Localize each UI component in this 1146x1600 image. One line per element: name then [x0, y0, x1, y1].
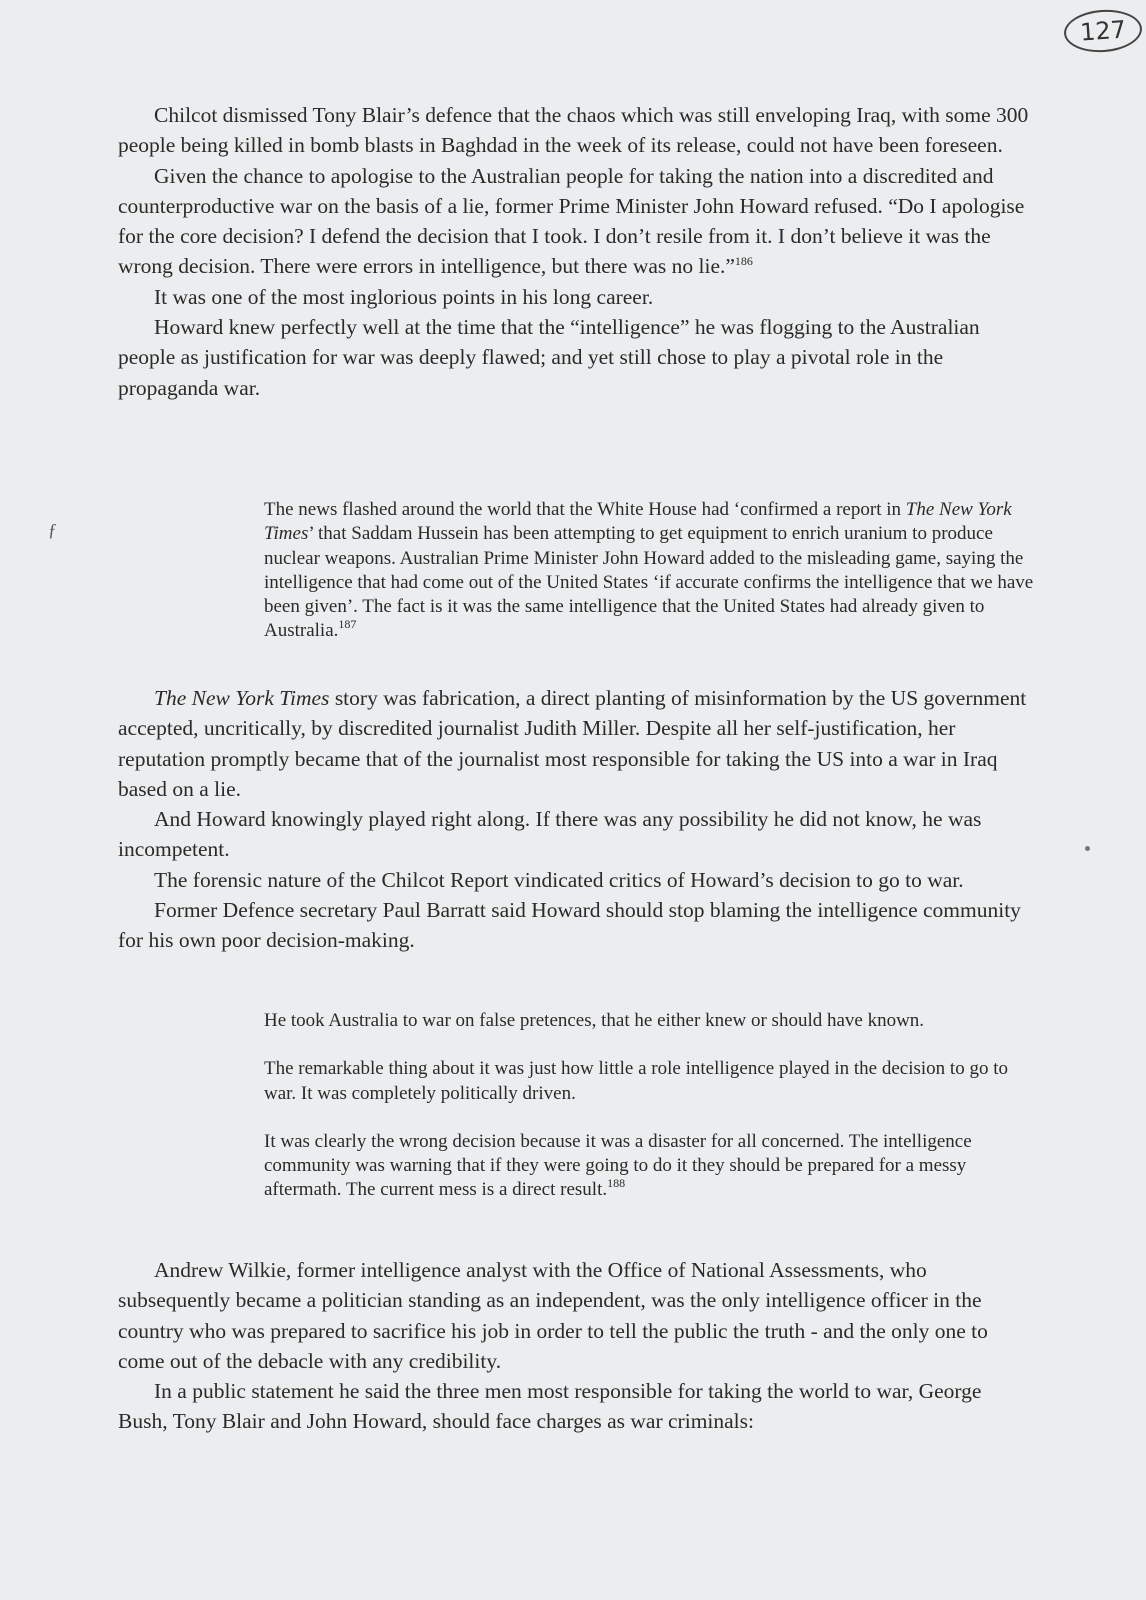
quote-paragraph: The remarkable thing about it was just how little a role intelligence played in the decision to go to war. It was completely politically driven. [264, 1058, 1008, 1104]
paragraph-text: story was fabrication, a direct planting of misinformation by the US government accepted, uncritically, by discredited journalist Judith Miller. Despite all her self-justification, her reputation promptly became that of the journalist most responsible for taking the US into a war in Iraq based on a lie. [118, 686, 1027, 801]
paragraph-howard-played: And Howard knowingly played right along. If there was any possibility he did not know, he was incompetent. [118, 807, 982, 862]
quote-paragraph [264, 498, 1034, 644]
body-section-1 [118, 100, 1030, 403]
paragraph-text: Given the chance to apologise to the Australian people for taking the nation into a discredited and counterproductive war on the basis of a lie, former Prime Minister John Howard refused. “Do I apologise for the core decision? I defend the decision that I took. I don’t resile from it. I don’t believe it was the wrong decision. There were errors in intelligence, but there was no lie.” [118, 163, 1025, 279]
margin-dot [1085, 846, 1090, 851]
stray-pen-mark: ƒ [48, 520, 57, 540]
italic-title: The New York Times [154, 686, 330, 710]
paragraph-forensic: The forensic nature of the Chilcot Report vindicated critics of Howard’s decision to go to war. [154, 867, 964, 892]
paragraph-public-statement: In a public statement he said the three men most responsible for taking the world to war, George Bush, Tony Blair and John Howard, should face charges as war criminals: [118, 1379, 982, 1434]
footnote-ref: 187 [338, 617, 357, 632]
quote-text: It was clearly the wrong decision because it was a disaster for all concerned. The intelligence community was warning that if they were going to do it they should be prepared for a messy aftermath. The current mess is a direct result. [264, 1130, 972, 1201]
quote-text: The news flashed around the world that the White House had ‘confirmed a report in [264, 499, 906, 520]
paragraph-wilkie: Andrew Wilkie, former intelligence analyst with the Office of National Assessments, who subsequently became a politician standing as an independent, was the only intelligence officer in the country who was prepared to sacrifice his job in order to tell the public the truth - and the only one to come out of the debacle with any credibility. [118, 1258, 988, 1373]
quote-italic-title: The New York Times [264, 499, 1012, 545]
paragraph-nyt-story [118, 683, 1030, 804]
footnote-ref: 186 [734, 254, 753, 269]
paragraph-howard-knew: Howard knew perfectly well at the time that the “intelligence” he was flogging to the Australian people as justification for war was deeply flawed; and yet still chose to play a pivotal role in the propaganda war. [118, 315, 980, 400]
handwritten-page-number: 127 [1063, 7, 1144, 54]
block-quote-1 [264, 498, 1034, 644]
quote-paragraph [264, 1130, 1034, 1203]
quote-text: ’ that Saddam Hussein has been attempting to get equipment to enrich uranium to produce nuclear weapons. Australian Prime Minister John Howard added to the misleading game, saying the intelligence that had come out of the United States ‘if accurate confirms the intelligence that we have been given’. The fact is it was the same intelligence that the United States had already given to Australia. [264, 523, 1034, 642]
paragraph-barratt: Former Defence secretary Paul Barratt said Howard should stop blaming the intelligence community for his own poor decision-making. [118, 898, 1021, 953]
paragraph-howard-refused [118, 161, 1030, 282]
footnote-ref: 188 [607, 1176, 626, 1191]
paragraph-chilcot: Chilcot dismissed Tony Blair’s defence that the chaos which was still enveloping Iraq, with some 300 people being killed in bomb blasts in Baghdad in the week of its release, could not have been foreseen. [118, 103, 1029, 158]
quote-paragraph: He took Australia to war on false pretences, that he either knew or should have known. [264, 1010, 925, 1031]
paragraph-inglorious: It was one of the most inglorious points in his long career. [154, 284, 654, 309]
body-section-2 [118, 683, 1030, 956]
body-section-3 [118, 1255, 1030, 1437]
block-quote-2 [264, 1009, 1034, 1203]
